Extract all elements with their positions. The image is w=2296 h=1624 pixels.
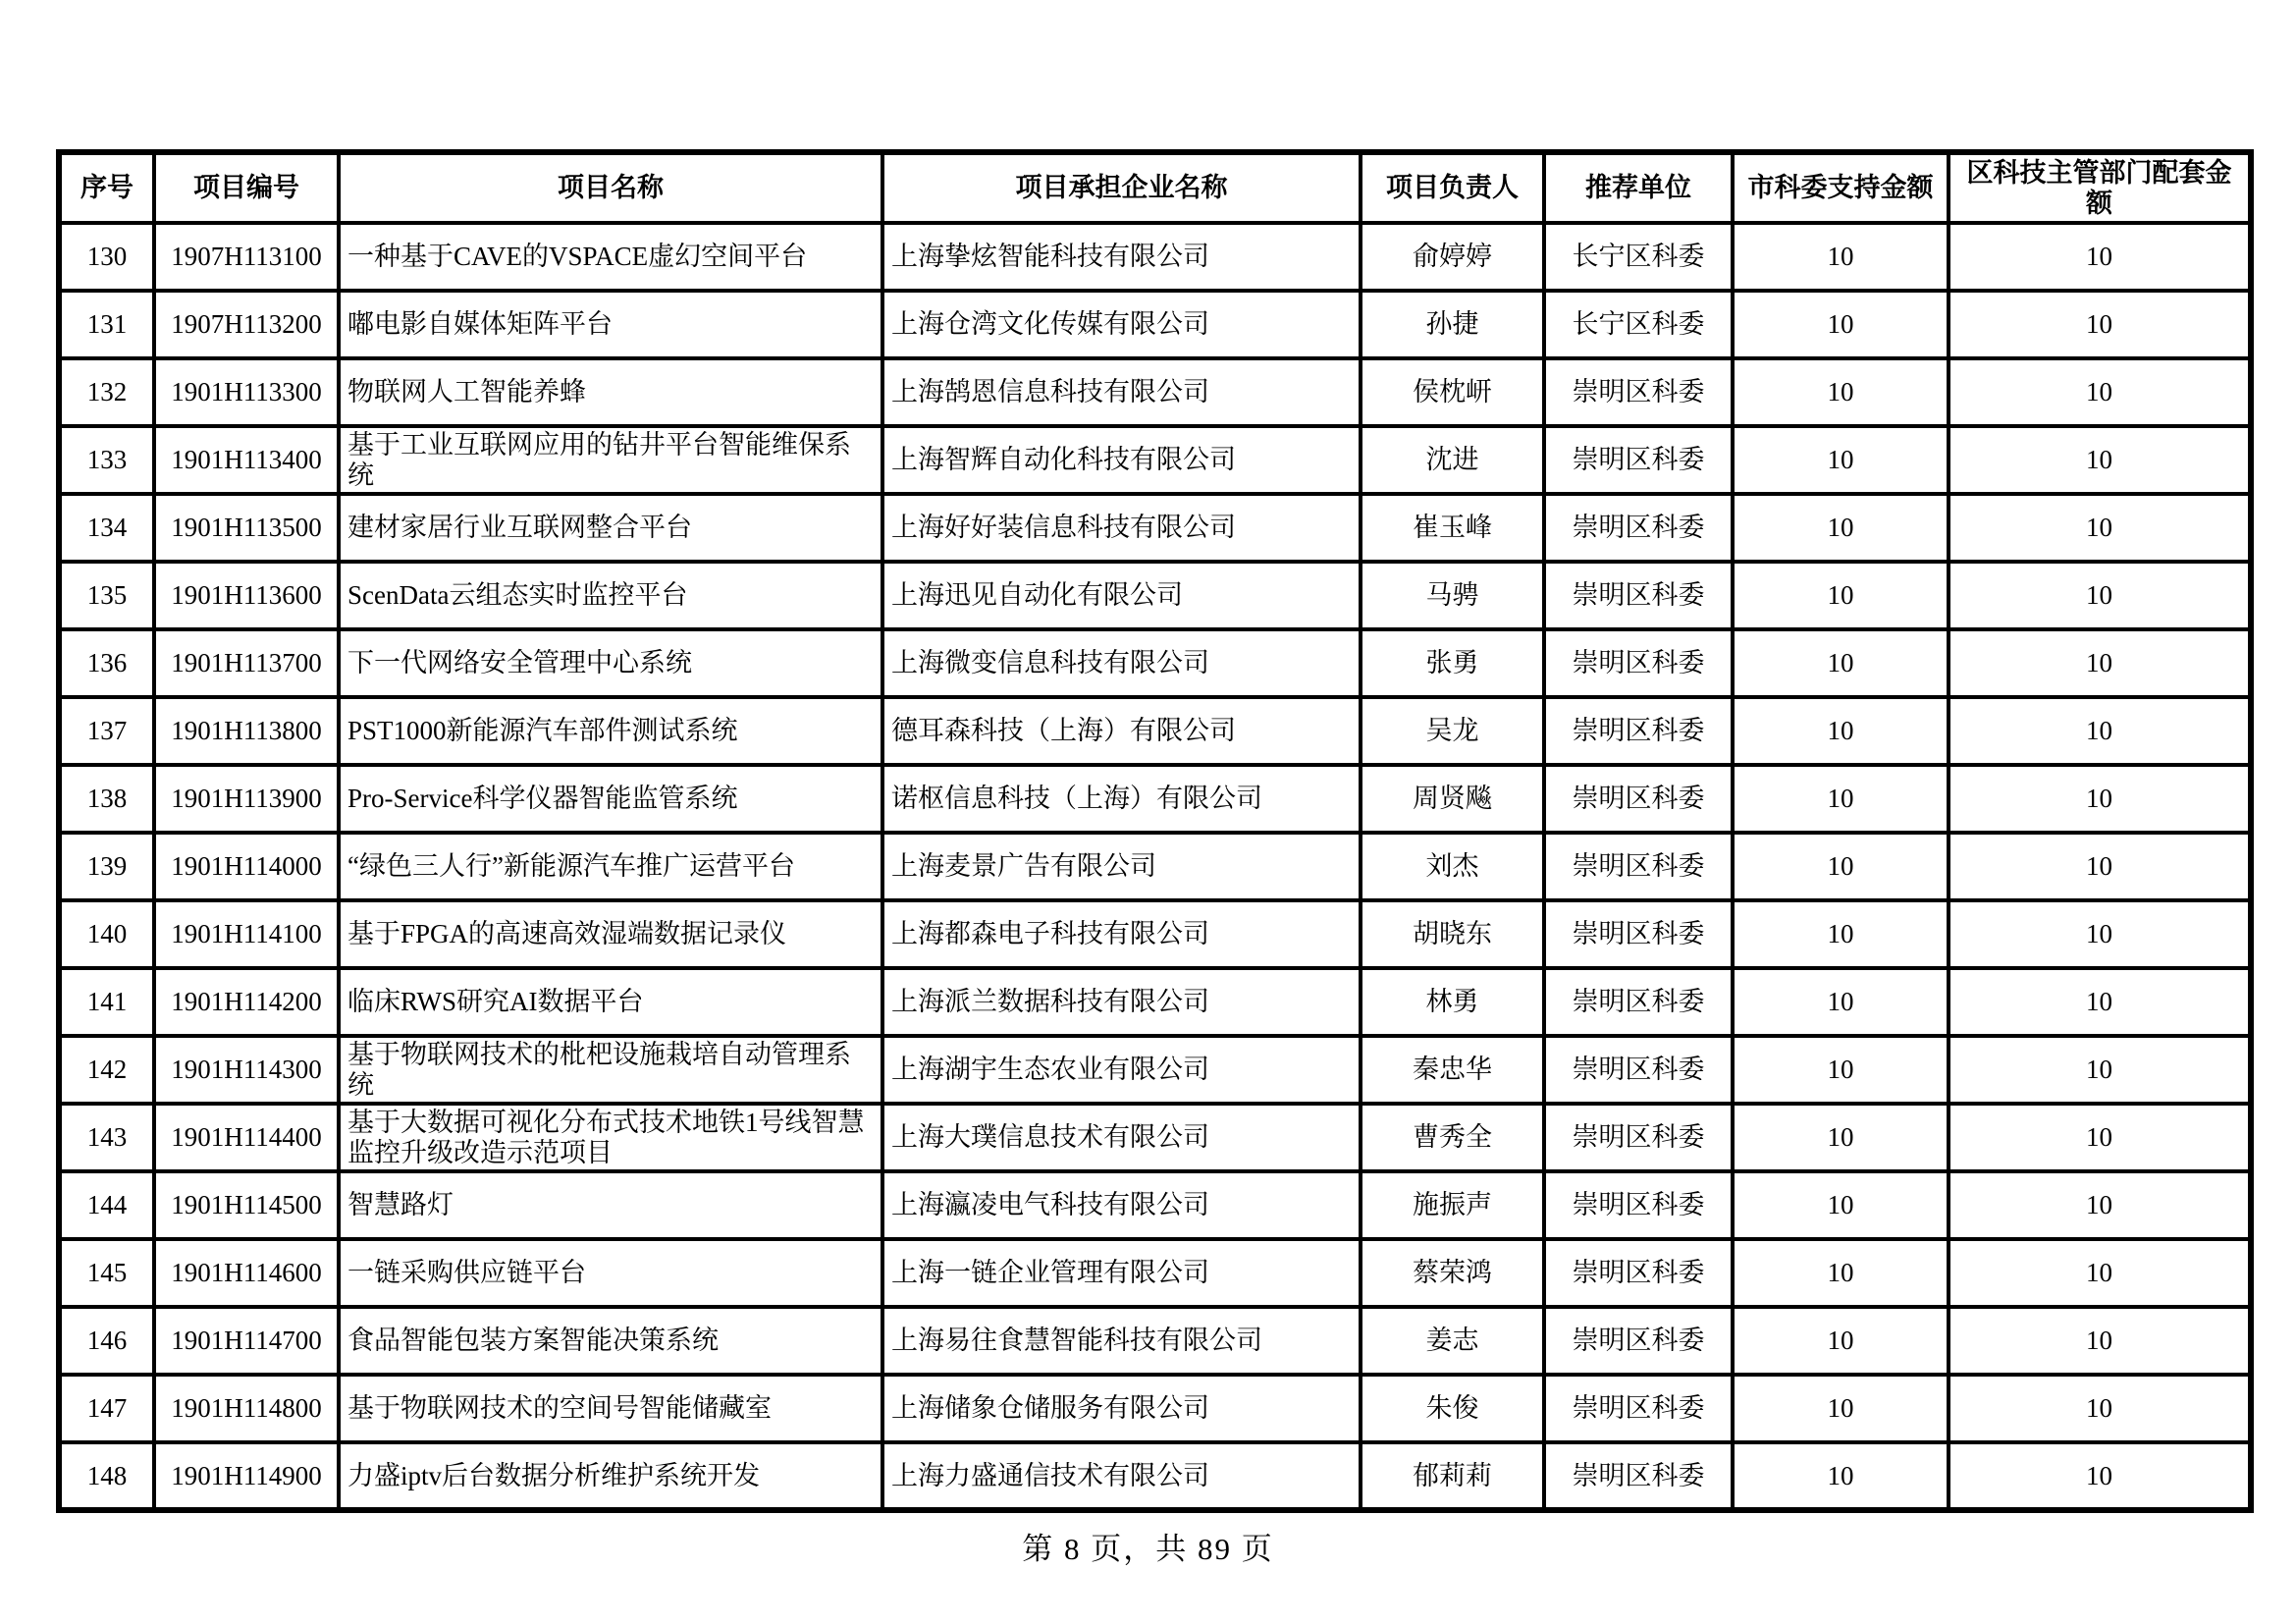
- cell-company-name: 上海派兰数据科技有限公司: [882, 968, 1361, 1036]
- header-project-code: 项目编号: [154, 152, 339, 223]
- cell-recommender: 崇明区科委: [1544, 968, 1733, 1036]
- cell-project-name: 建材家居行业互联网整合平台: [339, 494, 882, 562]
- table-row: [59, 1036, 2251, 1104]
- cell-district-matching-amount: 10: [1949, 1171, 2251, 1239]
- cell-project-leader: 俞婷婷: [1361, 223, 1544, 291]
- cell-project-leader: 曹秀全: [1361, 1104, 1544, 1171]
- cell-city-support-amount: 10: [1733, 1307, 1949, 1375]
- cell-company-name: 德耳森科技（上海）有限公司: [882, 697, 1361, 765]
- cell-company-name: 上海智辉自动化科技有限公司: [882, 426, 1361, 494]
- cell-recommender: 长宁区科委: [1544, 223, 1733, 291]
- cell-district-matching-amount: 10: [1949, 1442, 2251, 1510]
- cell-company-name: 上海易往食慧智能科技有限公司: [882, 1307, 1361, 1375]
- cell-seq: 134: [59, 494, 154, 562]
- cell-city-support-amount: 10: [1733, 562, 1949, 629]
- table-row: [59, 223, 2251, 291]
- cell-company-name: 上海都森电子科技有限公司: [882, 900, 1361, 968]
- cell-company-name: 上海仓湾文化传媒有限公司: [882, 291, 1361, 358]
- header-recommender: 推荐单位: [1544, 152, 1733, 223]
- cell-project-code: 1901H114200: [154, 968, 339, 1036]
- cell-project-leader: 朱俊: [1361, 1375, 1544, 1442]
- cell-recommender: 崇明区科委: [1544, 900, 1733, 968]
- table-row: [59, 833, 2251, 900]
- cell-district-matching-amount: 10: [1949, 833, 2251, 900]
- cell-project-name: 智慧路灯: [339, 1171, 882, 1239]
- cell-company-name: 上海瀛凌电气科技有限公司: [882, 1171, 1361, 1239]
- cell-city-support-amount: 10: [1733, 291, 1949, 358]
- cell-seq: 141: [59, 968, 154, 1036]
- cell-project-code: 1901H114400: [154, 1104, 339, 1171]
- cell-district-matching-amount: 10: [1949, 1104, 2251, 1171]
- cell-project-name: Pro-Service科学仪器智能监管系统: [339, 765, 882, 833]
- cell-company-name: 上海储象仓储服务有限公司: [882, 1375, 1361, 1442]
- cell-district-matching-amount: 10: [1949, 223, 2251, 291]
- cell-city-support-amount: 10: [1733, 494, 1949, 562]
- cell-project-code: 1901H114100: [154, 900, 339, 968]
- header-district-matching-amount: 区科技主管部门配套金额: [1949, 152, 2251, 223]
- cell-district-matching-amount: 10: [1949, 1307, 2251, 1375]
- table-row: [59, 562, 2251, 629]
- cell-project-name: 基于工业互联网应用的钻井平台智能维保系统: [339, 426, 882, 494]
- header-project-name: 项目名称: [339, 152, 882, 223]
- cell-project-name: 基于物联网技术的空间号智能储藏室: [339, 1375, 882, 1442]
- header-city-support-amount: 市科委支持金额: [1733, 152, 1949, 223]
- cell-city-support-amount: 10: [1733, 697, 1949, 765]
- cell-project-code: 1901H113500: [154, 494, 339, 562]
- cell-district-matching-amount: 10: [1949, 697, 2251, 765]
- cell-district-matching-amount: 10: [1949, 358, 2251, 426]
- cell-company-name: 诺枢信息科技（上海）有限公司: [882, 765, 1361, 833]
- cell-district-matching-amount: 10: [1949, 900, 2251, 968]
- cell-city-support-amount: 10: [1733, 1239, 1949, 1307]
- cell-seq: 142: [59, 1036, 154, 1104]
- cell-recommender: 崇明区科委: [1544, 1036, 1733, 1104]
- table-row: [59, 358, 2251, 426]
- cell-city-support-amount: 10: [1733, 223, 1949, 291]
- cell-project-code: 1901H113700: [154, 629, 339, 697]
- cell-seq: 145: [59, 1239, 154, 1307]
- cell-city-support-amount: 10: [1733, 765, 1949, 833]
- cell-district-matching-amount: 10: [1949, 1375, 2251, 1442]
- cell-project-name: 基于FPGA的高速高效湿端数据记录仪: [339, 900, 882, 968]
- header-project-leader: 项目负责人: [1361, 152, 1544, 223]
- cell-company-name: 上海大璞信息技术有限公司: [882, 1104, 1361, 1171]
- cell-city-support-amount: 10: [1733, 1036, 1949, 1104]
- cell-company-name: 上海力盛通信技术有限公司: [882, 1442, 1361, 1510]
- table-row: [59, 426, 2251, 494]
- cell-district-matching-amount: 10: [1949, 968, 2251, 1036]
- cell-city-support-amount: 10: [1733, 1171, 1949, 1239]
- table-header-row: [59, 152, 2251, 223]
- cell-recommender: 崇明区科委: [1544, 562, 1733, 629]
- cell-project-name: 嘟电影自媒体矩阵平台: [339, 291, 882, 358]
- cell-project-code: 1901H113300: [154, 358, 339, 426]
- table-row: [59, 629, 2251, 697]
- cell-seq: 130: [59, 223, 154, 291]
- cell-district-matching-amount: 10: [1949, 494, 2251, 562]
- cell-district-matching-amount: 10: [1949, 291, 2251, 358]
- cell-company-name: 上海好好装信息科技有限公司: [882, 494, 1361, 562]
- cell-project-leader: 沈进: [1361, 426, 1544, 494]
- cell-project-leader: 刘杰: [1361, 833, 1544, 900]
- page-footer: 第 8 页，共 89 页: [1022, 1532, 1274, 1566]
- cell-company-name: 上海鹄恩信息科技有限公司: [882, 358, 1361, 426]
- cell-district-matching-amount: 10: [1949, 629, 2251, 697]
- header-company-name: 项目承担企业名称: [882, 152, 1361, 223]
- table-row: [59, 1442, 2251, 1510]
- cell-project-leader: 吴龙: [1361, 697, 1544, 765]
- cell-seq: 143: [59, 1104, 154, 1171]
- cell-recommender: 长宁区科委: [1544, 291, 1733, 358]
- cell-project-name: 临床RWS研究AI数据平台: [339, 968, 882, 1036]
- cell-city-support-amount: 10: [1733, 968, 1949, 1036]
- cell-project-name: “绿色三人行”新能源汽车推广运营平台: [339, 833, 882, 900]
- cell-seq: 139: [59, 833, 154, 900]
- cell-project-code: 1901H114900: [154, 1442, 339, 1510]
- cell-city-support-amount: 10: [1733, 833, 1949, 900]
- cell-recommender: 崇明区科委: [1544, 1104, 1733, 1171]
- cell-seq: 133: [59, 426, 154, 494]
- cell-project-code: 1901H114300: [154, 1036, 339, 1104]
- cell-city-support-amount: 10: [1733, 358, 1949, 426]
- cell-project-code: 1901H114500: [154, 1171, 339, 1239]
- cell-company-name: 上海微变信息科技有限公司: [882, 629, 1361, 697]
- cell-project-name: PST1000新能源汽车部件测试系统: [339, 697, 882, 765]
- cell-recommender: 崇明区科委: [1544, 1375, 1733, 1442]
- cell-project-name: 基于物联网技术的枇杷设施栽培自动管理系统: [339, 1036, 882, 1104]
- cell-project-name: 下一代网络安全管理中心系统: [339, 629, 882, 697]
- cell-seq: 140: [59, 900, 154, 968]
- cell-district-matching-amount: 10: [1949, 562, 2251, 629]
- cell-seq: 137: [59, 697, 154, 765]
- cell-recommender: 崇明区科委: [1544, 629, 1733, 697]
- table-row: [59, 968, 2251, 1036]
- table-row: [59, 1171, 2251, 1239]
- cell-seq: 131: [59, 291, 154, 358]
- cell-seq: 135: [59, 562, 154, 629]
- cell-recommender: 崇明区科委: [1544, 1171, 1733, 1239]
- cell-seq: 148: [59, 1442, 154, 1510]
- cell-project-code: 1901H113800: [154, 697, 339, 765]
- cell-recommender: 崇明区科委: [1544, 426, 1733, 494]
- cell-company-name: 上海一链企业管理有限公司: [882, 1239, 1361, 1307]
- cell-project-leader: 林勇: [1361, 968, 1544, 1036]
- cell-company-name: 上海麦景广告有限公司: [882, 833, 1361, 900]
- cell-project-name: 基于大数据可视化分布式技术地铁1号线智慧监控升级改造示范项目: [339, 1104, 882, 1171]
- projects-table: [56, 149, 2254, 1513]
- cell-city-support-amount: 10: [1733, 1375, 1949, 1442]
- cell-city-support-amount: 10: [1733, 1104, 1949, 1171]
- table-row: [59, 494, 2251, 562]
- cell-project-code: 1901H114800: [154, 1375, 339, 1442]
- cell-project-name: 力盛iptv后台数据分析维护系统开发: [339, 1442, 882, 1510]
- table-row: [59, 291, 2251, 358]
- cell-city-support-amount: 10: [1733, 426, 1949, 494]
- cell-district-matching-amount: 10: [1949, 765, 2251, 833]
- cell-company-name: 上海湖宇生态农业有限公司: [882, 1036, 1361, 1104]
- cell-project-leader: 孙捷: [1361, 291, 1544, 358]
- cell-project-leader: 郁莉莉: [1361, 1442, 1544, 1510]
- cell-seq: 136: [59, 629, 154, 697]
- cell-seq: 132: [59, 358, 154, 426]
- table-row: [59, 765, 2251, 833]
- cell-recommender: 崇明区科委: [1544, 833, 1733, 900]
- cell-project-name: 食品智能包装方案智能决策系统: [339, 1307, 882, 1375]
- cell-project-leader: 周贤飚: [1361, 765, 1544, 833]
- cell-project-leader: 姜志: [1361, 1307, 1544, 1375]
- table-row: [59, 697, 2251, 765]
- cell-city-support-amount: 10: [1733, 629, 1949, 697]
- cell-project-code: 1901H113400: [154, 426, 339, 494]
- cell-project-name: 物联网人工智能养蜂: [339, 358, 882, 426]
- table-row: [59, 1239, 2251, 1307]
- cell-project-code: 1901H114600: [154, 1239, 339, 1307]
- cell-project-leader: 马骋: [1361, 562, 1544, 629]
- table-row: [59, 1307, 2251, 1375]
- cell-project-leader: 张勇: [1361, 629, 1544, 697]
- cell-project-leader: 崔玉峰: [1361, 494, 1544, 562]
- cell-city-support-amount: 10: [1733, 1442, 1949, 1510]
- cell-project-code: 1901H113600: [154, 562, 339, 629]
- cell-project-name: 一链采购供应链平台: [339, 1239, 882, 1307]
- cell-recommender: 崇明区科委: [1544, 358, 1733, 426]
- table-row: [59, 1104, 2251, 1171]
- cell-district-matching-amount: 10: [1949, 1036, 2251, 1104]
- header-seq: 序号: [59, 152, 154, 223]
- cell-district-matching-amount: 10: [1949, 1239, 2251, 1307]
- table-body: [59, 223, 2251, 1510]
- cell-recommender: 崇明区科委: [1544, 1307, 1733, 1375]
- cell-seq: 144: [59, 1171, 154, 1239]
- cell-project-leader: 施振声: [1361, 1171, 1544, 1239]
- cell-project-name: 一种基于CAVE的VSPACE虚幻空间平台: [339, 223, 882, 291]
- cell-company-name: 上海挚炫智能科技有限公司: [882, 223, 1361, 291]
- cell-recommender: 崇明区科委: [1544, 1239, 1733, 1307]
- cell-recommender: 崇明区科委: [1544, 494, 1733, 562]
- cell-district-matching-amount: 10: [1949, 426, 2251, 494]
- cell-city-support-amount: 10: [1733, 900, 1949, 968]
- cell-project-code: 1901H114700: [154, 1307, 339, 1375]
- cell-project-leader: 秦忠华: [1361, 1036, 1544, 1104]
- cell-project-leader: 胡晓东: [1361, 900, 1544, 968]
- table-row: [59, 900, 2251, 968]
- cell-project-code: 1907H113100: [154, 223, 339, 291]
- cell-recommender: 崇明区科委: [1544, 1442, 1733, 1510]
- table-row: [59, 1375, 2251, 1442]
- cell-project-code: 1901H114000: [154, 833, 339, 900]
- cell-company-name: 上海迅见自动化有限公司: [882, 562, 1361, 629]
- cell-seq: 146: [59, 1307, 154, 1375]
- cell-seq: 138: [59, 765, 154, 833]
- cell-project-code: 1901H113900: [154, 765, 339, 833]
- cell-project-leader: 侯枕岍: [1361, 358, 1544, 426]
- cell-project-name: ScenData云组态实时监控平台: [339, 562, 882, 629]
- cell-recommender: 崇明区科委: [1544, 765, 1733, 833]
- cell-project-leader: 蔡荣鸿: [1361, 1239, 1544, 1307]
- cell-recommender: 崇明区科委: [1544, 697, 1733, 765]
- cell-seq: 147: [59, 1375, 154, 1442]
- cell-project-code: 1907H113200: [154, 291, 339, 358]
